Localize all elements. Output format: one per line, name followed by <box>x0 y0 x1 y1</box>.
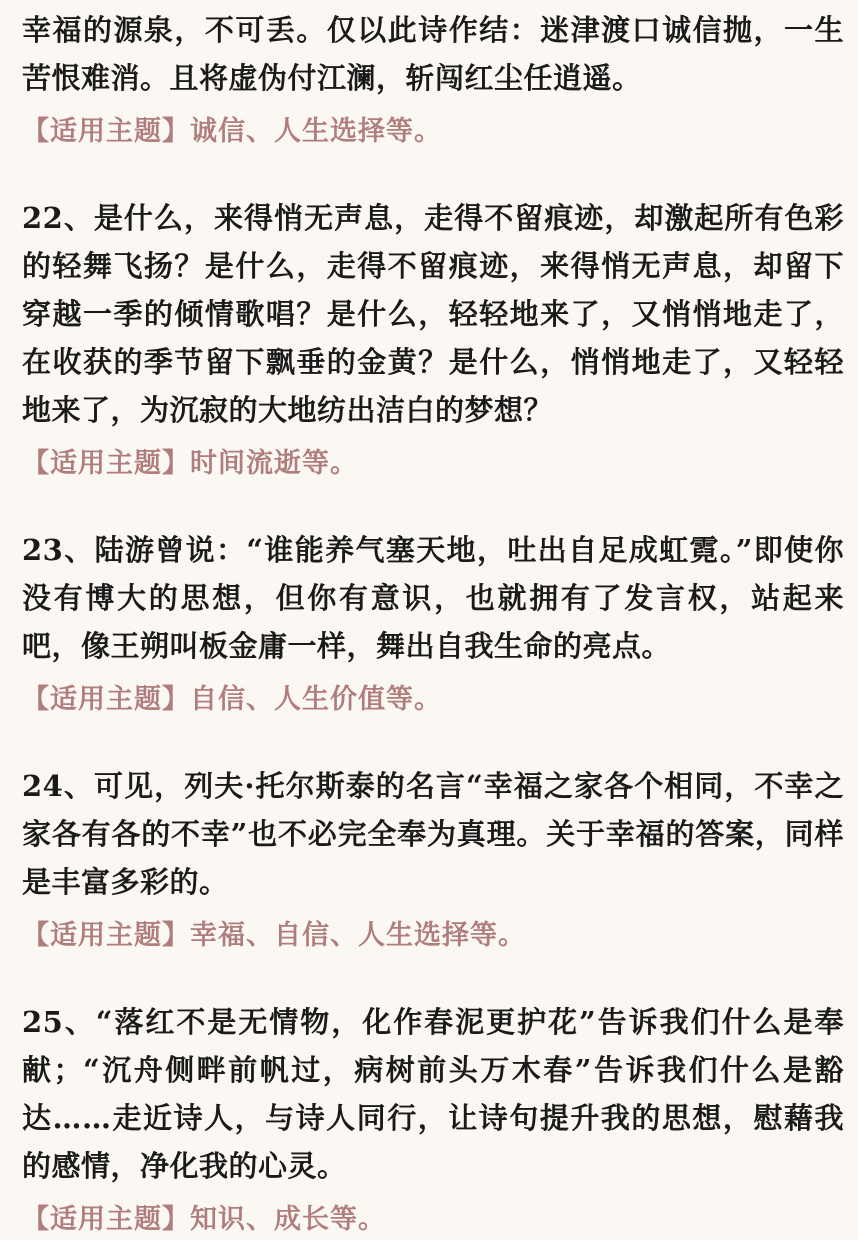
theme-label: 【适用主题】自信、人生价值等。 <box>22 684 442 715</box>
passage-block <box>22 194 844 484</box>
passage-block <box>22 998 844 1240</box>
theme-label: 【适用主题】诚信、人生选择等。 <box>22 116 442 147</box>
theme-label: 【适用主题】知识、成长等。 <box>22 1204 386 1235</box>
passage-text: 24、可见，列夫·托尔斯泰的名言“幸福之家各个相同，不幸之家各有各的不幸”也不必完全奉为真理。关于幸福的答案，同样是丰富多彩的。 <box>22 769 844 899</box>
theme-label: 【适用主题】时间流逝等。 <box>22 448 358 479</box>
passage-text: 23、陆游曾说：“谁能养气塞天地，吐出自足成虹霓。”即使你没有博大的思想，但你有意识，也就拥有了发言权，站起来吧，像王朔叫板金庸一样，舞出自我生命的亮点。 <box>22 533 844 663</box>
passage-text: 幸福的源泉，不可丢。仅以此诗作结：迷津渡口诚信抛，一生苦恨难消。且将虚伪付江澜，斩闯红尘任逍遥。 <box>22 13 844 95</box>
passage-block <box>22 6 844 152</box>
passage-text: 22、是什么，来得悄无声息，走得不留痕迹，却激起所有色彩的轻舞飞扬？是什么，走得不留痕迹，来得悄无声息，却留下穿越一季的倾情歌唱？是什么，轻轻地来了，又悄悄地走了，在收获的季节留下飘垂的金黄？是什么，悄悄地走了，又轻轻地来了，为沉寂的大地纺出洁白的梦想？ <box>22 201 844 427</box>
passage-block <box>22 526 844 720</box>
passage-block <box>22 762 844 956</box>
theme-label: 【适用主题】幸福、自信、人生选择等。 <box>22 920 526 951</box>
passage-text: 25、“落红不是无情物，化作春泥更护花”告诉我们什么是奉献；“沉舟侧畔前帆过，病树前头万木春”告诉我们什么是豁达……走近诗人，与诗人同行，让诗句提升我的思想，慰藉我的感情，净化我的心灵。 <box>22 1005 844 1183</box>
